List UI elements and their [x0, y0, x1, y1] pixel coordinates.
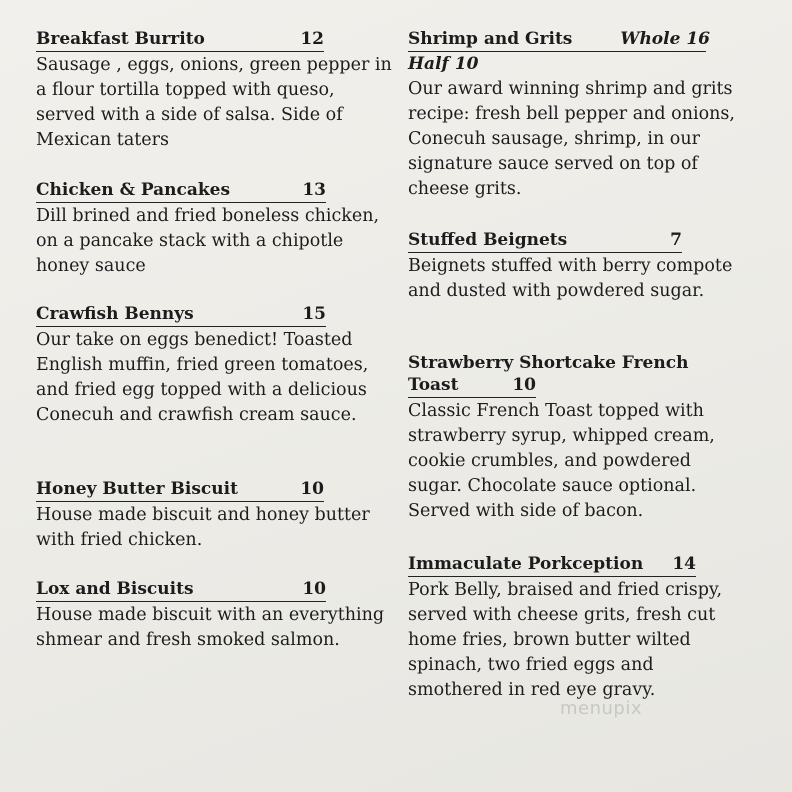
item-price: 12: [300, 29, 324, 49]
item-price: 14: [672, 554, 696, 574]
menu-item-shrimp-and-grits: [408, 28, 748, 202]
item-description: Dill brined and fried boneless chicken, on a pancake stack with a chipotle honey sauce: [36, 206, 380, 276]
item-name: Stuffed Beignets: [408, 230, 568, 250]
menu-item-stuffed-beignets: [408, 229, 748, 304]
item-title: [408, 229, 682, 253]
item-name: Chicken & Pancakes: [36, 180, 231, 200]
menu-item-immaculate-porkception: [408, 553, 748, 703]
item-name: Lox and Biscuits: [36, 579, 194, 599]
menu-item-crawfish-bennys: [36, 303, 396, 428]
item-name: Crawfish Bennys: [36, 304, 194, 324]
menu-item-honey-butter-biscuit: [36, 478, 396, 553]
item-description: Pork Belly, braised and fried crispy, served with cheese grits, fresh cut home fries, brown butter wilted spinach, two fried eggs and smothered in red eye gravy.: [408, 580, 723, 700]
item-price: 10: [302, 579, 326, 599]
item-price: 10: [300, 479, 324, 499]
item-name: Breakfast Burrito: [36, 29, 205, 49]
item-title-line1: [408, 352, 688, 374]
item-description: Our award winning shrimp and grits recipe: fresh bell pepper and onions, Conecuh sausage, shrimp, in our signature sauce served on top of cheese grits.: [408, 79, 735, 199]
item-name-line1: Strawberry Shortcake French: [408, 353, 689, 373]
item-description: House made biscuit with an everything shmear and fresh smoked salmon.: [36, 605, 385, 650]
item-price-whole: Whole 16: [620, 29, 710, 49]
item-price-half: Half 10: [408, 54, 479, 74]
item-title: [36, 578, 326, 602]
item-description: Classic French Toast topped with strawberry syrup, whipped cream, cookie crumbles, and powdered sugar. Chocolate sauce optional. Served with side of bacon.: [408, 401, 715, 521]
item-name: Honey Butter Biscuit: [36, 479, 238, 499]
item-title-line2: [408, 374, 536, 398]
item-price: 7: [670, 230, 682, 250]
item-title: [408, 553, 696, 577]
item-description: House made biscuit and honey butter with fried chicken.: [36, 505, 370, 550]
item-name: Shrimp and Grits: [408, 29, 573, 49]
menu-item-breakfast-burrito: [36, 28, 396, 153]
item-description: Beignets stuffed with berry compote and dusted with powdered sugar.: [408, 256, 733, 301]
item-price: 13: [302, 180, 326, 200]
item-title: [36, 28, 324, 52]
watermark: menupix: [560, 698, 643, 719]
item-price: 10: [512, 375, 536, 395]
menu-item-lox-and-biscuits: [36, 578, 396, 653]
menu-item-strawberry-shortcake-french-toast: [408, 352, 748, 524]
item-title: [36, 179, 326, 203]
item-title: [36, 303, 326, 327]
menu-item-chicken-pancakes: [36, 179, 396, 279]
item-description: Sausage , eggs, onions, green pepper in a flour tortilla topped with queso, served with a side of salsa. Side of Mexican taters: [36, 55, 392, 150]
item-title: [36, 478, 324, 502]
item-price: 15: [302, 304, 326, 324]
item-name-line2: Toast: [408, 375, 459, 395]
item-title-block: [408, 28, 748, 76]
item-name: Immaculate Porkception: [408, 554, 644, 574]
item-description: Our take on eggs benedict! Toasted English muffin, fried green tomatoes, and fried egg topped with a delicious Conecuh and crawfish cream sauce.: [36, 330, 369, 425]
